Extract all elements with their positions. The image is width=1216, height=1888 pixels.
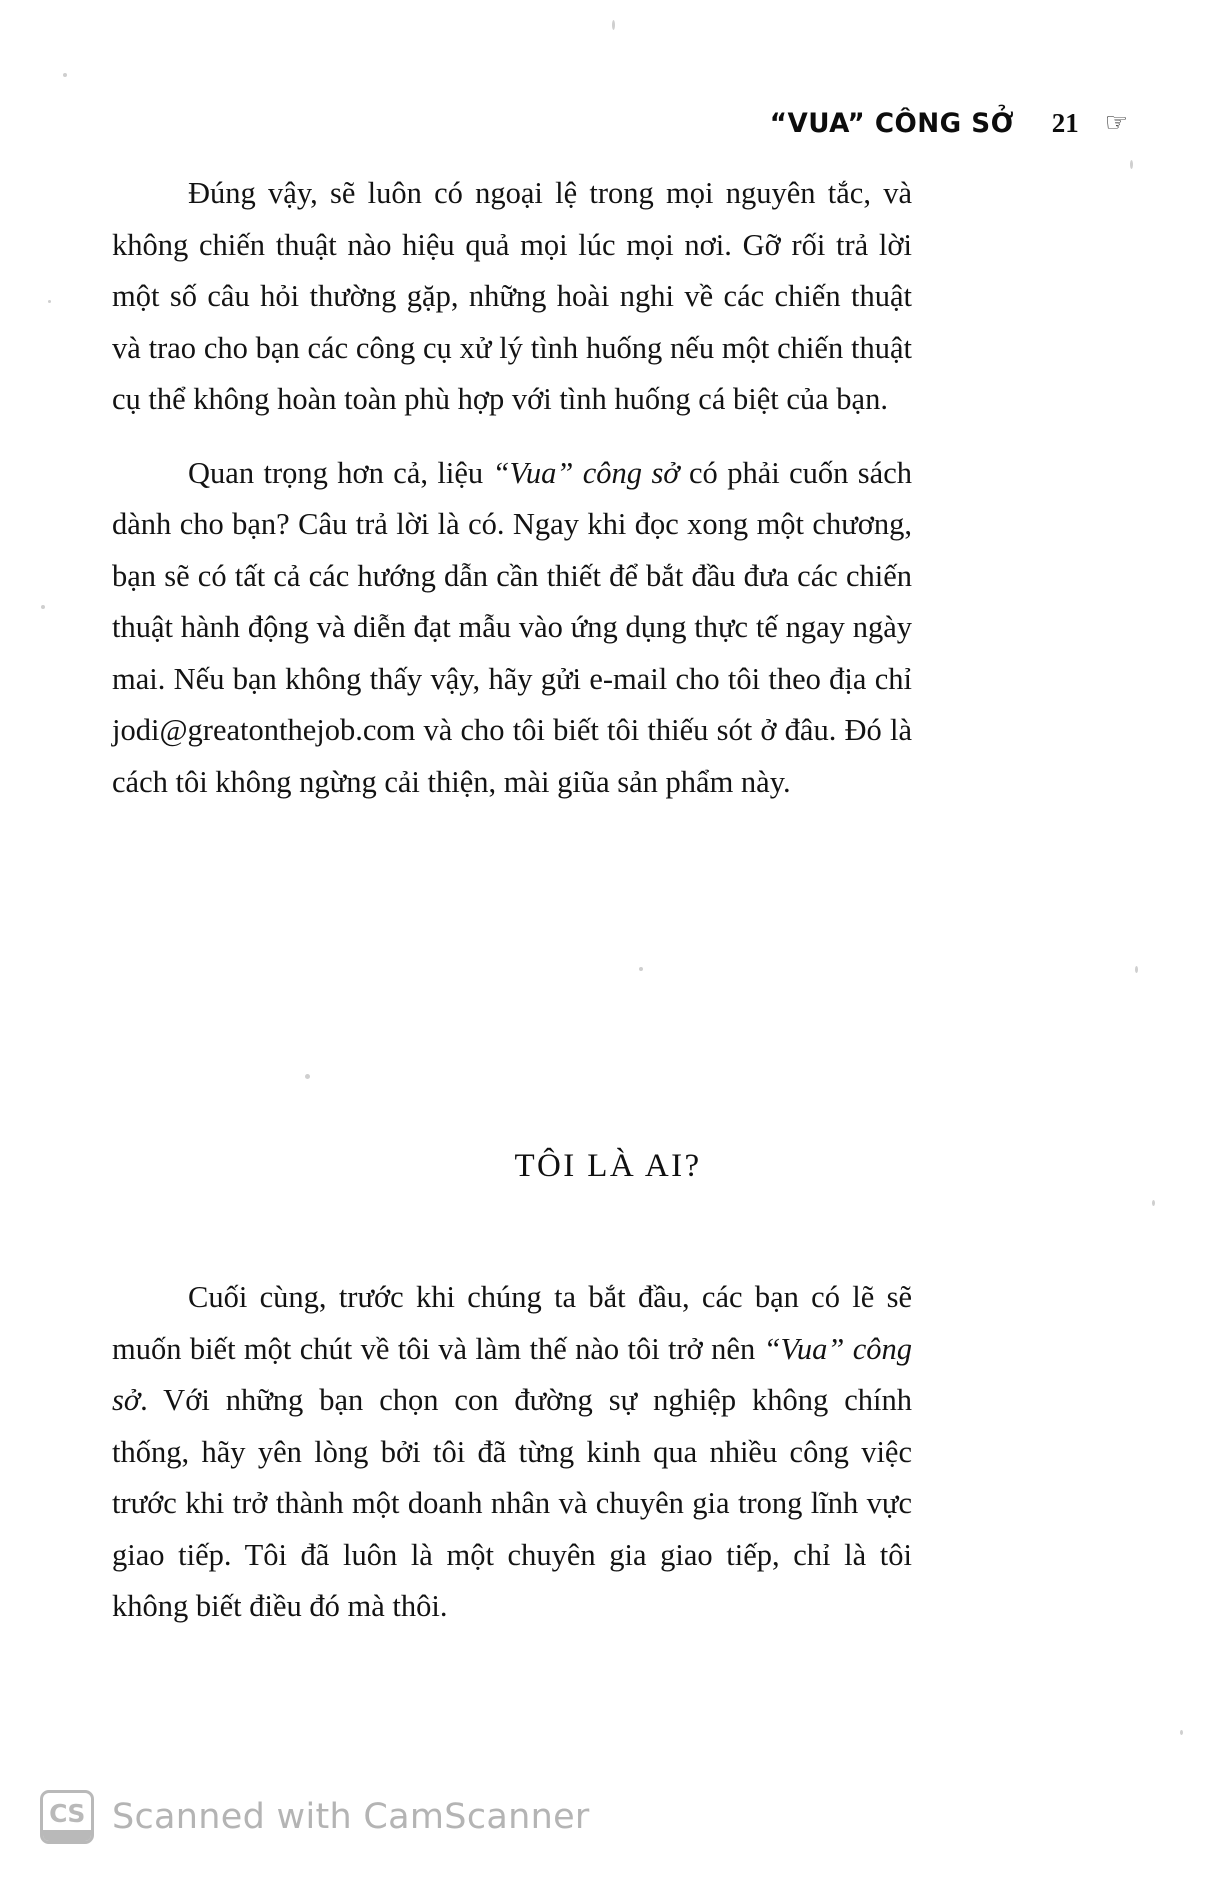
camscanner-logo-foot — [43, 1830, 91, 1841]
scan-speck — [305, 1074, 310, 1079]
camscanner-watermark-label: Scanned with CamScanner — [112, 1797, 590, 1837]
italic-book-title: “Vua” công sở — [112, 1331, 912, 1417]
scan-speck — [1130, 160, 1133, 169]
scan-speck — [639, 967, 643, 971]
page-number: 21 — [1051, 108, 1079, 138]
scan-speck — [1152, 1200, 1155, 1206]
text-run: Cuối cùng, trước khi chúng ta bắt đầu, các bạn có lẽ sẽ muốn biết một chút về tôi và làm thế nào tôi trở nên — [112, 1280, 912, 1366]
body-text-lower — [112, 1272, 912, 1633]
text-run: . Với những bạn chọn con đường sự nghiệp không chính thống, hãy yên lòng bởi tôi đã từng kinh qua nhiều công việc trước khi trở thành một doanh nhân và chuyên gia trong lĩnh vực giao tiếp. Tôi đã luôn là một chuyên gia giao tiếp, chỉ là tôi không biết điều đó mà thôi. — [112, 1383, 912, 1623]
text-run: Quan trọng hơn cả, liệu — [188, 455, 493, 490]
paragraph — [112, 168, 912, 426]
scan-speck — [63, 73, 67, 77]
manicule-pointing-hand-icon: ☞ — [1104, 108, 1128, 137]
paragraph — [112, 448, 912, 809]
scan-speck — [1135, 966, 1138, 973]
running-head-title: “VUA” CÔNG SỞ — [769, 108, 1014, 139]
body-text-upper — [112, 168, 912, 808]
camscanner-logo-text: CS — [49, 1798, 85, 1828]
camscanner-watermark — [40, 1790, 590, 1844]
scan-speck — [1180, 1730, 1183, 1735]
camscanner-logo-icon — [40, 1790, 94, 1844]
running-head — [0, 108, 1128, 139]
scan-speck — [41, 605, 45, 609]
scan-speck — [612, 20, 615, 30]
scan-speck — [48, 300, 51, 303]
text-run: Đúng vậy, sẽ luôn có ngoại lệ trong mọi nguyên tắc, và không chiến thuật nào hiệu quả mọi lúc mọi nơi. Gỡ rối trả lời một số câu hỏi thường gặp, những hoài nghi về các chiến thuật và trao cho bạn các công cụ xử lý tình huống nếu một chiến thuật cụ thể không hoàn toàn phù hợp với tình huống cá biệt của bạn. — [112, 176, 912, 416]
paragraph — [112, 1272, 912, 1633]
text-run: có phải cuốn sách dành cho bạn? Câu trả lời là có. Ngay khi đọc xong một chương, bạn sẽ có tất cả các hướng dẫn cần thiết để bắt đầu đưa các chiến thuật hành động và diễn đạt mẫu vào ứng dụng thực tế ngay ngày mai. Nếu bạn không thấy vậy, hãy gửi e-mail cho tôi theo địa chỉ jodi@greatonthejob.com và cho tôi biết tôi thiếu sót ở đâu. Đó là cách tôi không ngừng cải thiện, mài giũa sản phẩm này. — [112, 455, 912, 799]
italic-book-title: “Vua” công sở — [492, 455, 680, 490]
section-heading: TÔI LÀ AI? — [514, 1148, 702, 1184]
